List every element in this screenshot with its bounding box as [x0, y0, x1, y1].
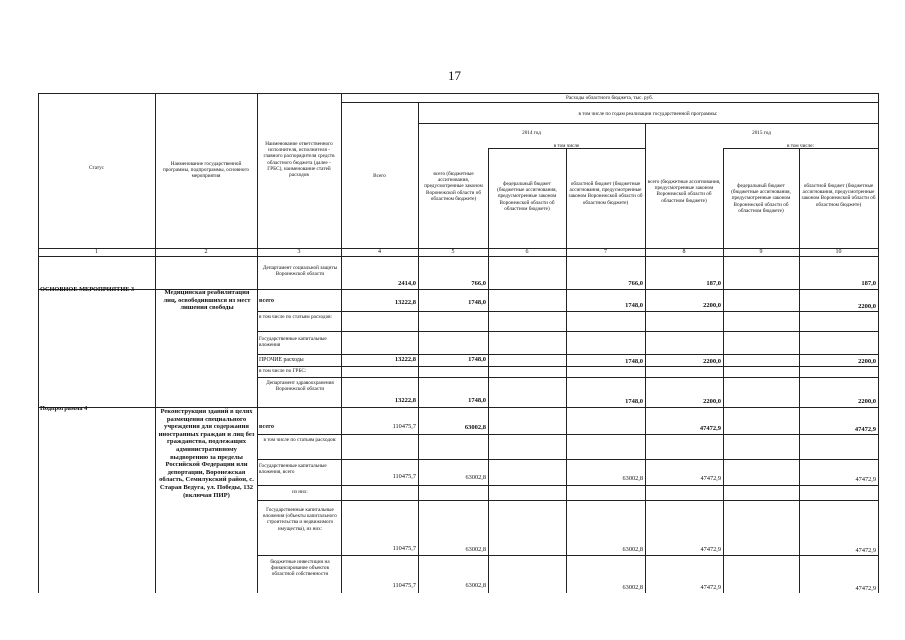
column-number: 9: [759, 249, 763, 255]
sub4-state-cap-label: Государственные капитальные вложения (объекты капитального строительства и недвижимого имущества), из них:: [263, 507, 337, 532]
om3-other-2014: 1748,0: [468, 356, 486, 363]
header-including-2014: в том числе: [553, 143, 580, 149]
header-including-2015: в том числе:: [786, 143, 815, 149]
header-all-2015: всего (бюджетные ассигнования, предусмотренные законом Воронежской области об областном бюджете): [647, 179, 721, 204]
om3-capital-label: Государственные капитальные вложения: [259, 336, 327, 349]
col-line: [645, 123, 646, 593]
om3-other-reg-2015: 2200,0: [858, 358, 876, 365]
om3-2014: 1748,0: [468, 299, 486, 306]
header-responsible: Наименование ответственного исполнителя, исполнителя - главного распорядителя средств областного бюджета (далее - ГРБС), наименование статей расходов: [263, 141, 335, 179]
col-line: [257, 93, 258, 593]
sub4-total: 110475,7: [392, 423, 416, 430]
col-line: [341, 93, 342, 593]
sub4-capital-reg-2015: 47472,9: [855, 476, 876, 483]
col-line: [723, 148, 724, 593]
header-year-2015: 2015 год: [752, 130, 771, 136]
header-by-years: в том числе по годам реализации государственной программы:: [578, 111, 718, 117]
header-reg-2015: областной бюджет (бюджетные ассигнования, предусмотренные законом Воронежской области об областном бюджете): [801, 183, 876, 208]
header-line: [418, 123, 878, 124]
column-number: 4: [378, 249, 381, 255]
row-line: [257, 377, 878, 378]
row-line: [257, 500, 878, 501]
sub4-capital-2015: 47472,9: [700, 475, 721, 482]
om3-health-reg-2014: 1748,0: [625, 398, 643, 405]
header-all-2014: всего (бюджетные ассигнования, предусмотренные законом Воронежской области об областном бюджете): [424, 171, 483, 202]
row-line: [257, 434, 878, 435]
page-number: 17: [448, 68, 461, 83]
sub4-total-label: всего: [259, 423, 274, 430]
column-number: 10: [835, 249, 842, 255]
sub4-inv-2015: 47472,9: [700, 584, 721, 591]
sub4-capital-2014: 63002,8: [465, 474, 486, 481]
row-line: [257, 354, 878, 355]
row-line: [257, 459, 878, 460]
sub4-2015: 47472,9: [699, 425, 721, 432]
sub4-inv-reg-2015: 47472,9: [855, 585, 876, 592]
column-number: 1: [95, 249, 98, 255]
row-line: [257, 555, 878, 556]
sub4-of-them-label: из них:: [292, 489, 308, 495]
column-number: 7: [604, 249, 607, 255]
om3-other-reg-2014: 1748,0: [625, 358, 643, 365]
column-number: 3: [297, 249, 301, 255]
om3-total-label: всего: [259, 297, 274, 304]
om3-health-total: 13222,8: [394, 397, 416, 404]
sub4-state-reg-2014: 63002,8: [622, 546, 643, 553]
col-line: [418, 102, 419, 593]
header-line: [38, 256, 878, 257]
sub4-inv-2014: 63002,8: [465, 582, 486, 589]
sub4-capital-total: 110475,7: [392, 473, 416, 480]
sub4-state-2015: 47472,9: [700, 546, 721, 553]
col-line: [488, 148, 489, 593]
dept-social-2015: 187,0: [706, 280, 721, 287]
column-number: 5: [451, 249, 455, 255]
om3-health-reg-2015: 2200,0: [858, 398, 876, 405]
om3-health-label: Департамент здравоохранения Воронежской области: [266, 380, 334, 393]
om3-total: 13222,8: [394, 299, 416, 306]
om3-reg-2014: 1748,0: [625, 302, 643, 309]
column-number: 2: [204, 249, 208, 255]
om3-reg-2015: 2200,0: [858, 303, 876, 310]
dept-social-reg-2015: 187,0: [861, 280, 876, 287]
col-line: [155, 93, 156, 593]
col-line: [799, 148, 800, 593]
om3-other-label: ПРОЧИЕ расходы: [259, 357, 304, 363]
table-border-right: [878, 93, 879, 593]
header-status: Статус: [89, 165, 104, 171]
sub4-budget-inv-label: бюджетные инвестиции на финансирование объектов областной собственности: [270, 559, 330, 578]
om3-health-2014: 1748,0: [468, 397, 486, 404]
header-reg-2014: областной бюджет (бюджетные ассигнования, предусмотренные законом Воронежской области об областном бюджете): [568, 181, 643, 206]
om3-articles-label: в том числе по статьям расходов:: [259, 314, 333, 320]
header-total: Всего: [373, 173, 386, 179]
dept-social-2014: 766,0: [471, 280, 486, 287]
header-line: [341, 102, 878, 103]
row-line: [257, 485, 878, 486]
sub4-state-2014: 63002,8: [465, 546, 486, 553]
row-line: [257, 366, 878, 367]
om3-other-total: 13222,8: [394, 356, 416, 363]
sub4-status: Подпрограмма 4: [40, 405, 88, 412]
col-line: [566, 148, 567, 593]
om3-name: Медицинская реабилитация лиц, освободившихся из мест лишения свободы: [163, 289, 251, 312]
om3-2015: 2200,0: [703, 302, 721, 309]
table-border-top: [38, 93, 878, 94]
header-year-2014: 2014 год: [522, 130, 541, 136]
sub4-name: Реконструкция зданий в целях размещения специального учреждения для содержания иностранных граждан и лиц без гражданства, подлежащих административному выдворению за пределы Российской Федерации или депортации, Воронежская область, Семилукский район, с. Старая Ведуга, ул. Победы, 132 (включая ПИР): [158, 408, 255, 499]
sub4-state-total: 110475,7: [392, 545, 416, 552]
header-fed-2014: федеральный бюджет (бюджетные ассигнования, предусмотренные законом Воронежской области об областном бюджете): [497, 181, 557, 212]
column-number: 6: [525, 249, 529, 255]
header-name: Наименование государственной программы, подпрограммы, основного мероприятия: [163, 161, 249, 180]
om3-health-2015: 2200,0: [703, 398, 721, 405]
sub4-capital-label: Государственные капитальные вложения, всего: [259, 463, 327, 476]
sub4-inv-reg-2014: 63002,8: [622, 584, 643, 591]
om3-other-2015: 2200,0: [703, 358, 721, 365]
sub4-articles-label: в том числе по статьям расходов:: [263, 437, 337, 443]
header-fed-2015: федеральный бюджет (бюджетные ассигнования, предусмотренные законом Воронежской области об областном бюджете): [731, 183, 791, 214]
om3-status: ОСНОВНОЕ МЕРОПРИЯТИЕ 3: [40, 286, 135, 293]
dept-social-total: 2414,0: [398, 280, 416, 287]
dept-social-reg-2014: 766,0: [628, 280, 643, 287]
dept-social-label: Департамент социальной защиты Воронежской области: [262, 265, 338, 278]
sub4-inv-total: 110475,7: [392, 582, 416, 589]
sub4-capital-reg-2014: 63002,8: [622, 475, 643, 482]
budget-table: [38, 93, 878, 593]
sub4-reg-2015: 47472,9: [854, 426, 876, 433]
header-expenses-title: Расходы областного бюджета, тыс. руб.: [565, 95, 654, 101]
column-number: 8: [682, 249, 686, 255]
sub4-2014: 63002,8: [464, 424, 486, 431]
row-line: [257, 311, 878, 312]
sub4-state-reg-2015: 47472,9: [855, 547, 876, 554]
om3-grbs-label: в том числе по ГРБС:: [259, 368, 307, 374]
row-line: [257, 331, 878, 332]
